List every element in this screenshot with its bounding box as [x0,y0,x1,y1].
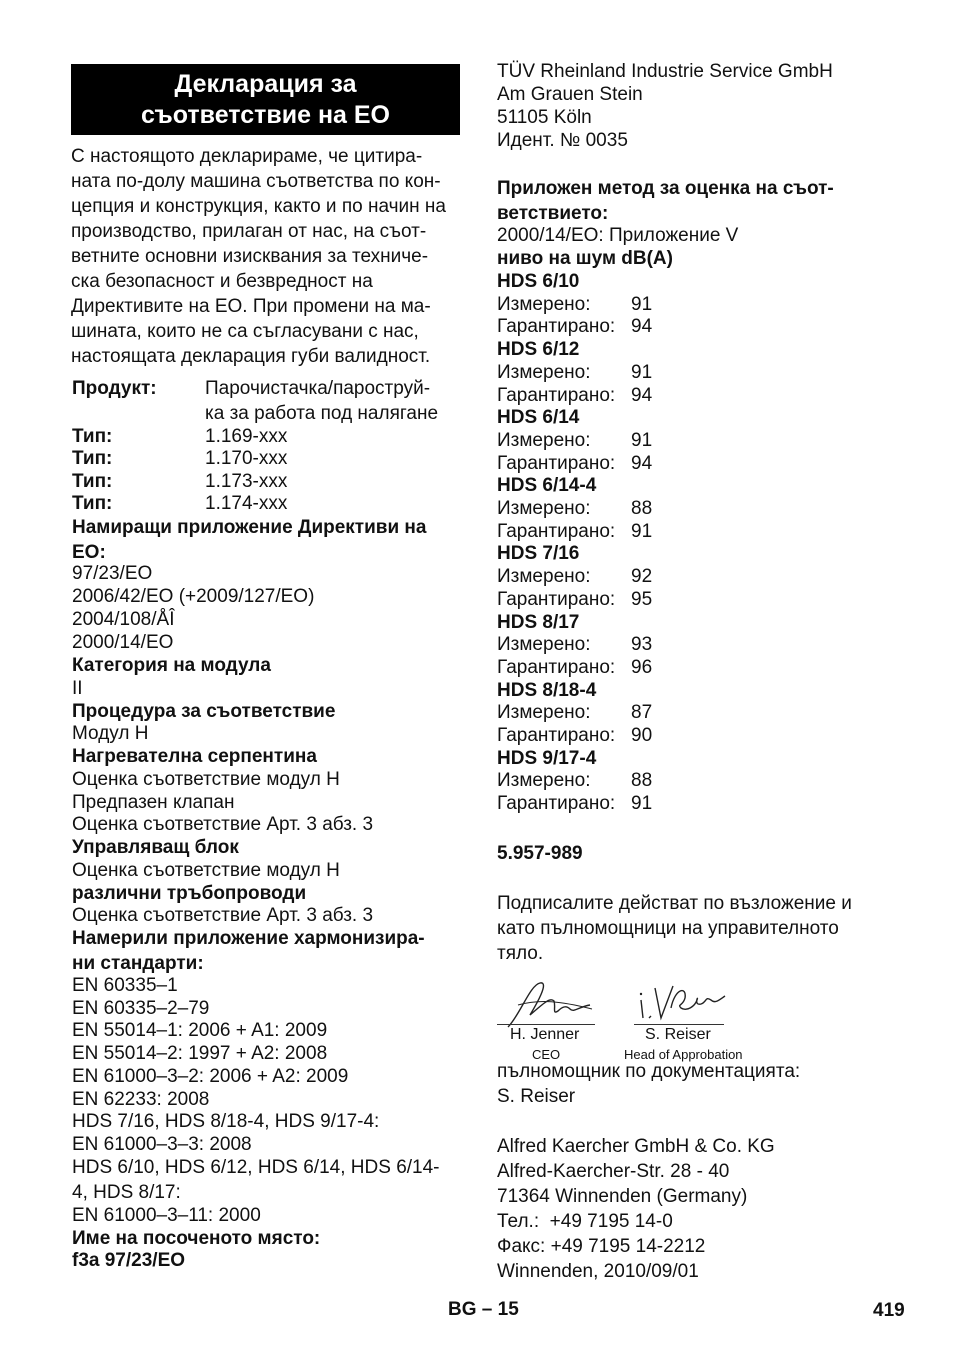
signer-name: S. Reiser [645,1026,711,1043]
doc-rep-name: S. Reiser [497,1086,576,1107]
directive-item: 2006/42/ЕО (+2009/127/ЕО) [72,586,315,607]
intro-paragraph [71,144,463,369]
guaranteed-label: Гарантирано: [497,316,616,338]
guaranteed-value: 91 [631,520,653,542]
noise-model-name: HDS 7/16 [497,543,580,565]
measured-label: Измерено: [497,361,591,383]
section-page-label: BG – 15 [448,1299,519,1320]
guaranteed-label: Гарантирано: [497,656,616,678]
measured-label: Измерено: [497,566,591,588]
module-category-heading: Категория на модула [72,655,271,676]
measured-label: Измерено: [497,293,591,315]
guaranteed-value: 95 [631,588,653,610]
type-value: 1.173-xxx [205,471,288,492]
control-block-value: Оценка съответствие модул H [72,860,340,881]
type-value: 1.169-xxx [205,426,288,447]
notified-body-value: f3a 97/23/EO [72,1250,186,1271]
intro-line: настоящата декларация губи валидност. [71,346,431,367]
tuv-line: 51105 Köln [497,107,592,128]
heating-coil-value: Предпазен клапан [72,792,235,813]
company-line: Тел.: +49 7195 14-0 [497,1211,673,1232]
standard-item: EN 55014–2: 1997 + A2: 2008 [72,1043,328,1064]
guaranteed-value: 91 [631,793,653,815]
page-number: 419 [873,1300,905,1321]
measured-value: 91 [631,429,653,451]
product-value-1: Парочистачка/пароструй- [205,378,431,399]
company-line: Alfred Kaercher GmbH & Co. KG [497,1136,775,1157]
noise-model-name: HDS 6/12 [497,339,580,361]
procedure-value: Модул H [72,723,149,744]
directive-item: 2000/14/ЕО [72,632,174,653]
doc-rep-label: пълномощник по документацията: [497,1061,801,1082]
heating-coil-heading: Нагревателна серпентина [72,746,317,767]
directive-item: 97/23/ЕО [72,563,153,584]
intro-line: ната по-долу машина съответства по кон- [71,171,441,192]
directive-item: 2004/108/ÅÎ [72,609,175,630]
company-line: Факс: +49 7195 14-2212 [497,1236,706,1257]
procedure-heading: Процедура за съответствие [72,701,336,722]
standard-item: EN 60335–2–79 [72,998,210,1019]
guaranteed-value: 94 [631,316,653,338]
guaranteed-label: Гарантирано: [497,452,616,474]
guaranteed-label: Гарантирано: [497,725,616,746]
assessment-heading: Приложен метод за оценка на съот- [497,178,834,199]
assessment-value: 2000/14/ЕО: Приложение V [497,225,739,246]
measured-value: 93 [631,634,653,656]
standard-item: EN 60335–1 [72,975,178,996]
measured-value: 88 [631,498,653,519]
noise-model-name: HDS 6/10 [497,271,580,292]
type-label: Тип: [72,493,113,514]
product-value-2: ка за работа под налягане [205,403,439,424]
control-block-heading: Управляващ блок [72,837,239,858]
intro-line: ветните основни изисквания за техниче- [71,246,429,267]
guaranteed-value: 96 [631,656,653,678]
noise-model-name: HDS 9/17-4 [497,747,597,769]
intro-line: производство, прилаган от нас, на съот- [71,221,427,242]
reiser-signature [635,978,735,1028]
title-line-2: съответствие на ЕО [140,100,391,129]
type-value: 1.170-xxx [205,448,288,469]
company-line: 71364 Winnenden (Germany) [497,1186,748,1207]
standard-item: 4, HDS 8/17: [72,1182,181,1203]
measured-value: 91 [631,361,653,383]
intro-line: С настоящото декларираме, че цитира- [71,146,423,167]
noise-model-name: HDS 6/14-4 [497,475,597,497]
measured-label: Измерено: [497,498,591,519]
jenner-signature [500,975,600,1030]
type-label: Тип: [72,471,113,492]
signer-role: CEO [532,1047,561,1062]
heating-coil-value: Оценка съответствие модул H [72,769,340,790]
signer-name: H. Jenner [510,1026,580,1043]
guaranteed-label: Гарантирано: [497,793,616,815]
standard-item: EN 62233: 2008 [72,1089,210,1110]
directives-heading: ЕО: [72,542,106,563]
measured-label: Измерено: [497,770,591,792]
module-category-value: II [72,678,83,699]
assessment-heading: ветствието: [497,203,609,224]
signatories-text: като пълномощници на управителното [497,918,839,939]
standard-item: HDS 6/10, HDS 6/12, HDS 6/14, HDS 6/14- [72,1157,440,1178]
standard-item: EN 61000–3–11: 2000 [72,1205,261,1226]
type-value: 1.174-xxx [205,493,288,514]
intro-line: ска безопасност и безвредност на [71,271,373,292]
declaration-title [71,64,460,135]
standard-item: EN 61000–3–3: 2008 [72,1134,252,1155]
standards-heading: Намерили приложение хармонизира- [72,928,425,949]
guaranteed-label: Гарантирано: [497,384,616,406]
company-line: Winnenden, 2010/09/01 [497,1261,699,1282]
standards-heading: ни стандарти: [72,953,204,974]
intro-line: цепция и конструкция, както и по начин на [71,196,446,217]
guaranteed-value: 94 [631,384,653,406]
standard-item: EN 55014–1: 2006 + A1: 2009 [72,1020,328,1041]
noise-model-name: HDS 6/14 [497,407,580,429]
standard-item: EN 61000–3–2: 2006 + A2: 2009 [72,1066,349,1087]
noise-model-name: HDS 8/17 [497,611,580,633]
guaranteed-value: 94 [631,452,653,474]
measured-value: 87 [631,702,653,724]
measured-value: 91 [631,293,653,315]
pipes-value: Оценка съответствие Арт. 3 абз. 3 [72,905,374,926]
measured-value: 88 [631,770,653,792]
measured-label: Измерено: [497,702,591,724]
tuv-line: TÜV Rheinland Industrie Service GmbH [497,61,833,82]
signer-role: Head of Approbation [624,1047,743,1062]
guaranteed-label: Гарантирано: [497,520,616,542]
pipes-heading: различни тръбопроводи [72,883,307,904]
type-label: Тип: [72,426,113,447]
directives-heading: Намиращи приложение Директиви на [72,517,427,538]
heating-coil-value: Оценка съответствие Арт. 3 абз. 3 [72,814,374,835]
document-number: 5.957-989 [497,843,583,864]
type-label: Тип: [72,448,113,469]
guaranteed-label: Гарантирано: [497,588,616,610]
company-line: Alfred-Kaercher-Str. 28 - 40 [497,1161,730,1182]
measured-label: Измерено: [497,634,591,656]
notified-body-heading: Име на посоченото място: [72,1228,321,1249]
intro-line: Директивите на ЕО. При промени на ма- [71,296,431,317]
signatories-text: Подписалите действат по възложение и [497,893,852,914]
tuv-line: Am Grauen Stein [497,84,643,105]
product-label: Продукт: [72,378,157,399]
noise-model-name: HDS 8/18-4 [497,679,597,701]
tuv-line: Идент. № 0035 [497,130,628,151]
measured-label: Измерено: [497,429,591,451]
signatories-text: тяло. [497,943,544,964]
standard-item: HDS 7/16, HDS 8/18-4, HDS 9/17-4: [72,1111,380,1132]
measured-value: 92 [631,566,653,588]
title-line-1: Декларация за [174,69,357,98]
guaranteed-value: 90 [631,725,653,746]
intro-line: шината, които не са съгласувани с нас, [71,321,419,342]
noise-heading: ниво на шум dB(A) [497,248,673,269]
